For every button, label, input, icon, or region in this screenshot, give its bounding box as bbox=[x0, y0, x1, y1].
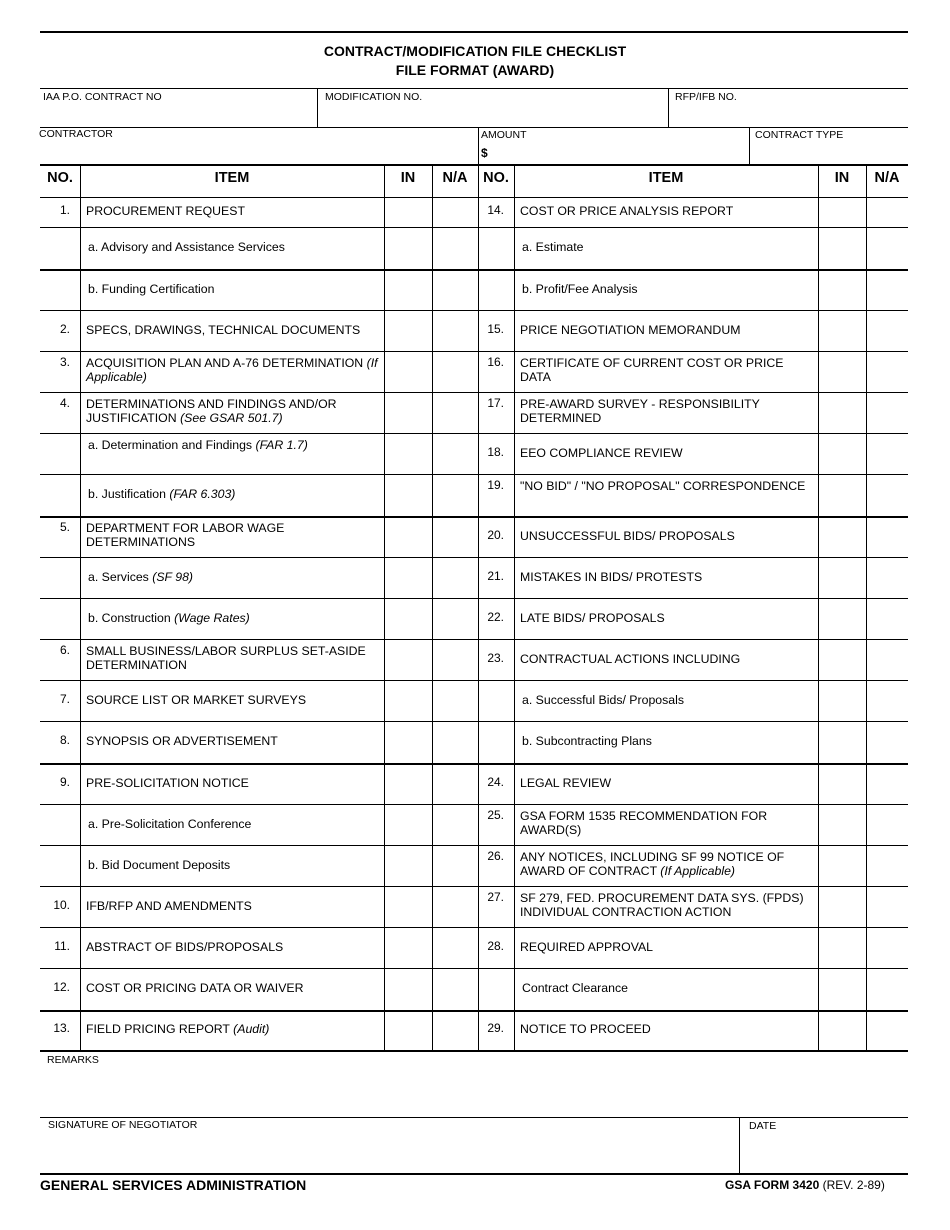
left-na-checkbox[interactable] bbox=[433, 969, 477, 1009]
right-in-checkbox[interactable] bbox=[819, 228, 865, 268]
left-na-checkbox[interactable] bbox=[433, 393, 477, 432]
right-na-checkbox[interactable] bbox=[867, 1011, 907, 1049]
left-in-checkbox[interactable] bbox=[385, 270, 431, 309]
column-divider bbox=[80, 164, 81, 1050]
left-item-label bbox=[86, 644, 378, 672]
iaa-po-contract-no-label: IAA P.O. CONTRACT NO bbox=[43, 91, 162, 103]
right-item-number: 18. bbox=[487, 445, 504, 459]
right-na-checkbox[interactable] bbox=[867, 681, 907, 720]
right-item-label bbox=[520, 323, 812, 337]
right-item-number: 24. bbox=[487, 775, 504, 789]
right-item-number: 19. bbox=[487, 478, 504, 492]
left-item-number: 8. bbox=[59, 733, 70, 747]
left-na-checkbox[interactable] bbox=[433, 722, 477, 762]
left-item-label bbox=[86, 981, 378, 995]
right-item-label bbox=[522, 981, 812, 995]
item-text: PRE-SOLICITATION NOTICE bbox=[86, 776, 249, 790]
right-item-number: 17. bbox=[487, 396, 504, 410]
right-item-number: 23. bbox=[487, 651, 504, 665]
item-reference: (If Applicable) bbox=[86, 356, 378, 385]
right-na-checkbox[interactable] bbox=[867, 969, 907, 1009]
left-na-checkbox[interactable] bbox=[433, 846, 477, 885]
right-in-checkbox[interactable] bbox=[819, 1011, 865, 1049]
right-na-checkbox[interactable] bbox=[867, 599, 907, 638]
item-text: CERTIFICATE OF CURRENT COST OR PRICE DATA bbox=[520, 356, 784, 385]
right-item-label bbox=[522, 240, 812, 254]
left-na-checkbox[interactable] bbox=[433, 475, 477, 515]
item-text: DETERMINATIONS AND FINDINGS AND/OR JUSTIFICATION bbox=[86, 397, 337, 426]
left-item-number: 10. bbox=[53, 898, 70, 912]
right-item-label bbox=[520, 570, 812, 584]
item-text: PRE-AWARD SURVEY - RESPONSIBILITY DETERMINED bbox=[520, 397, 760, 426]
right-na-checkbox[interactable] bbox=[867, 640, 907, 679]
left-in-checkbox[interactable] bbox=[385, 969, 431, 1009]
left-item-label bbox=[88, 282, 378, 296]
right-in-checkbox[interactable] bbox=[819, 475, 865, 515]
left-item-label bbox=[88, 858, 378, 872]
column-header-na: N/A bbox=[874, 170, 900, 186]
right-na-checkbox[interactable] bbox=[867, 475, 907, 515]
left-item-label bbox=[86, 323, 378, 337]
item-text: b. Profit/Fee Analysis bbox=[522, 282, 638, 296]
item-text: MISTAKES IN BIDS/ PROTESTS bbox=[520, 570, 703, 584]
amount-label: AMOUNT bbox=[481, 129, 527, 141]
right-in-checkbox[interactable] bbox=[819, 887, 865, 926]
column-header-in: IN bbox=[400, 170, 416, 186]
right-in-checkbox[interactable] bbox=[819, 311, 865, 350]
right-in-checkbox[interactable] bbox=[819, 640, 865, 679]
right-in-checkbox[interactable] bbox=[819, 722, 865, 762]
item-text: b. Bid Document Deposits bbox=[88, 858, 231, 872]
right-na-checkbox[interactable] bbox=[867, 352, 907, 391]
item-text: b. Justification bbox=[88, 487, 166, 501]
form-number-code: GSA FORM 3420 bbox=[725, 1178, 820, 1192]
left-in-checkbox[interactable] bbox=[385, 681, 431, 720]
left-item-label bbox=[86, 397, 378, 425]
contractor-label: CONTRACTOR bbox=[39, 128, 113, 140]
row-rule bbox=[40, 1050, 908, 1052]
rfp-ifb-no-field[interactable] bbox=[670, 103, 907, 126]
left-item-number: 11. bbox=[54, 939, 70, 953]
top-rule bbox=[40, 31, 908, 33]
left-item-number: 4. bbox=[59, 396, 70, 410]
right-in-checkbox[interactable] bbox=[819, 352, 865, 391]
item-text: a. Successful Bids/ Proposals bbox=[522, 693, 684, 707]
right-na-checkbox[interactable] bbox=[867, 722, 907, 762]
right-na-checkbox[interactable] bbox=[867, 311, 907, 350]
right-na-checkbox[interactable] bbox=[867, 805, 907, 844]
right-item-label bbox=[520, 204, 812, 218]
right-na-checkbox[interactable] bbox=[867, 928, 907, 967]
item-reference: (Wage Rates) bbox=[174, 611, 250, 625]
agency-name: GENERAL SERVICES ADMINISTRATION bbox=[40, 1177, 307, 1193]
item-text: SMALL BUSINESS/LABOR SURPLUS SET-ASIDE DETERMINATION bbox=[86, 644, 366, 673]
item-text: b. Funding Certification bbox=[88, 282, 215, 296]
right-in-checkbox[interactable] bbox=[819, 805, 865, 844]
left-na-checkbox[interactable] bbox=[433, 887, 477, 926]
right-na-checkbox[interactable] bbox=[867, 270, 907, 309]
left-in-checkbox[interactable] bbox=[385, 887, 431, 926]
right-item-number: 14. bbox=[487, 203, 504, 217]
right-item-number: 20. bbox=[487, 528, 504, 542]
item-text: ABSTRACT OF BIDS/PROPOSALS bbox=[86, 940, 284, 954]
right-item-label bbox=[520, 356, 812, 384]
left-item-label bbox=[86, 776, 378, 790]
left-na-checkbox[interactable] bbox=[433, 270, 477, 309]
left-in-checkbox[interactable] bbox=[385, 928, 431, 967]
right-item-number: 22. bbox=[487, 610, 504, 624]
left-in-checkbox[interactable] bbox=[385, 599, 431, 638]
left-in-checkbox[interactable] bbox=[385, 475, 431, 515]
remarks-label: REMARKS bbox=[47, 1054, 99, 1066]
left-item-label bbox=[88, 487, 378, 501]
right-item-label bbox=[520, 776, 812, 790]
item-text: DEPARTMENT FOR LABOR WAGE DETERMINATIONS bbox=[86, 521, 285, 550]
left-item-label bbox=[88, 240, 378, 254]
right-in-checkbox[interactable] bbox=[819, 517, 865, 556]
left-item-number: 1. bbox=[59, 203, 70, 217]
column-header-in: IN bbox=[834, 170, 850, 186]
left-na-checkbox[interactable] bbox=[433, 228, 477, 268]
right-na-checkbox[interactable] bbox=[867, 228, 907, 268]
item-text: LATE BIDS/ PROPOSALS bbox=[520, 611, 665, 625]
contract-type-field[interactable] bbox=[751, 141, 907, 163]
right-in-checkbox[interactable] bbox=[819, 434, 865, 473]
remarks-field[interactable] bbox=[41, 1068, 907, 1115]
left-na-checkbox[interactable] bbox=[433, 352, 477, 391]
item-text: SPECS, DRAWINGS, TECHNICAL DOCUMENTS bbox=[86, 323, 361, 337]
item-text: b. Subcontracting Plans bbox=[522, 734, 652, 748]
column-header-item: ITEM bbox=[648, 170, 684, 186]
left-in-checkbox[interactable] bbox=[385, 393, 431, 432]
footer-rule bbox=[40, 1173, 908, 1175]
form-title-line1: CONTRACT/MODIFICATION FILE CHECKLIST bbox=[323, 43, 627, 59]
item-text: a. Determination and Findings bbox=[88, 438, 253, 452]
right-in-checkbox[interactable] bbox=[819, 198, 865, 226]
modification-no-label: MODIFICATION NO. bbox=[325, 91, 423, 103]
right-item-number: 26. bbox=[487, 849, 504, 863]
item-reference: (FAR 1.7) bbox=[255, 438, 308, 452]
left-in-checkbox[interactable] bbox=[385, 558, 431, 597]
column-header-no: NO. bbox=[47, 170, 73, 186]
left-na-checkbox[interactable] bbox=[433, 640, 477, 679]
left-item-label bbox=[86, 899, 378, 913]
modification-no-field[interactable] bbox=[319, 103, 667, 126]
right-item-label bbox=[520, 529, 812, 543]
item-reference: (If Applicable) bbox=[660, 864, 736, 879]
left-na-checkbox[interactable] bbox=[433, 434, 477, 473]
amount-field[interactable] bbox=[492, 141, 748, 163]
right-item-label bbox=[520, 850, 812, 878]
item-text: a. Advisory and Assistance Services bbox=[88, 240, 285, 254]
column-header-na: N/A bbox=[442, 170, 468, 186]
item-text: EEO COMPLIANCE REVIEW bbox=[520, 446, 683, 460]
right-na-checkbox[interactable] bbox=[867, 198, 907, 226]
right-na-checkbox[interactable] bbox=[867, 846, 907, 885]
left-in-checkbox[interactable] bbox=[385, 434, 431, 473]
left-na-checkbox[interactable] bbox=[433, 681, 477, 720]
right-item-label bbox=[520, 652, 812, 666]
column-header-item: ITEM bbox=[214, 170, 250, 186]
date-label: DATE bbox=[749, 1120, 777, 1132]
left-item-label bbox=[88, 570, 378, 584]
item-text: GSA FORM 1535 RECOMMENDATION FOR AWARD(S) bbox=[520, 809, 768, 838]
left-item-label bbox=[86, 734, 378, 748]
right-item-label bbox=[520, 446, 812, 460]
item-text: COST OR PRICING DATA OR WAIVER bbox=[86, 981, 304, 995]
item-text: SYNOPSIS OR ADVERTISEMENT bbox=[86, 734, 278, 748]
header-divider bbox=[317, 88, 318, 127]
item-text: REQUIRED APPROVAL bbox=[520, 940, 654, 954]
right-item-label bbox=[520, 397, 812, 425]
item-text: Contract Clearance bbox=[522, 981, 628, 995]
left-in-checkbox[interactable] bbox=[385, 640, 431, 679]
left-item-number: 13. bbox=[53, 1021, 70, 1035]
table-top-rule bbox=[40, 164, 908, 166]
right-na-checkbox[interactable] bbox=[867, 393, 907, 432]
left-item-label bbox=[88, 611, 378, 625]
item-text: "NO BID" / "NO PROPOSAL" CORRESPONDENCE bbox=[520, 479, 806, 493]
left-item-label bbox=[86, 1022, 378, 1036]
item-text: NOTICE TO PROCEED bbox=[520, 1022, 651, 1036]
left-item-number: 7. bbox=[59, 692, 70, 706]
column-divider bbox=[514, 164, 515, 1050]
right-in-checkbox[interactable] bbox=[819, 681, 865, 720]
left-item-number: 6. bbox=[59, 643, 70, 657]
left-na-checkbox[interactable] bbox=[433, 764, 477, 803]
left-na-checkbox[interactable] bbox=[433, 517, 477, 556]
right-in-checkbox[interactable] bbox=[819, 599, 865, 638]
right-item-number: 15. bbox=[487, 322, 504, 336]
left-in-checkbox[interactable] bbox=[385, 352, 431, 391]
left-in-checkbox[interactable] bbox=[385, 764, 431, 803]
right-item-number: 28. bbox=[487, 939, 504, 953]
form-revision: (REV. 2-89) bbox=[822, 1178, 885, 1192]
item-text: PROCUREMENT REQUEST bbox=[86, 204, 245, 218]
item-text: SOURCE LIST OR MARKET SURVEYS bbox=[86, 693, 307, 707]
right-na-checkbox[interactable] bbox=[867, 764, 907, 803]
right-in-checkbox[interactable] bbox=[819, 558, 865, 597]
right-in-checkbox[interactable] bbox=[819, 969, 865, 1009]
right-in-checkbox[interactable] bbox=[819, 393, 865, 432]
left-item-label bbox=[88, 817, 378, 831]
left-in-checkbox[interactable] bbox=[385, 311, 431, 350]
column-divider bbox=[478, 164, 479, 1050]
left-na-checkbox[interactable] bbox=[433, 599, 477, 638]
right-item-label bbox=[520, 479, 812, 493]
item-text: LEGAL REVIEW bbox=[520, 776, 612, 790]
left-na-checkbox[interactable] bbox=[433, 805, 477, 844]
left-in-checkbox[interactable] bbox=[385, 517, 431, 556]
right-item-number: 27. bbox=[487, 890, 504, 904]
left-na-checkbox[interactable] bbox=[433, 928, 477, 967]
right-item-number: 29. bbox=[487, 1021, 504, 1035]
left-item-label bbox=[86, 204, 378, 218]
header-rule-1 bbox=[40, 88, 908, 89]
right-na-checkbox[interactable] bbox=[867, 887, 907, 926]
signature-top-rule bbox=[40, 1117, 908, 1118]
right-item-number: 16. bbox=[487, 355, 504, 369]
item-text: IFB/RFP AND AMENDMENTS bbox=[86, 899, 252, 913]
item-text: CONTRACTUAL ACTIONS INCLUDING bbox=[520, 652, 741, 666]
contract-type-label: CONTRACT TYPE bbox=[755, 129, 844, 141]
left-in-checkbox[interactable] bbox=[385, 722, 431, 762]
left-na-checkbox[interactable] bbox=[433, 198, 477, 226]
right-na-checkbox[interactable] bbox=[867, 558, 907, 597]
item-reference: (Audit) bbox=[233, 1022, 270, 1036]
left-item-label bbox=[86, 521, 378, 549]
left-item-number: 9. bbox=[59, 775, 70, 789]
item-text: ANY NOTICES, INCLUDING SF 99 NOTICE OF AWARD OF CONTRACT bbox=[520, 850, 785, 879]
right-item-label bbox=[520, 809, 812, 837]
left-item-number: 3. bbox=[59, 355, 70, 369]
header-rule-2 bbox=[40, 127, 908, 128]
item-text: a. Estimate bbox=[522, 240, 584, 254]
left-in-checkbox[interactable] bbox=[385, 228, 431, 268]
left-item-number: 12. bbox=[53, 980, 70, 994]
left-in-checkbox[interactable] bbox=[385, 198, 431, 226]
item-text: PRICE NEGOTIATION MEMORANDUM bbox=[520, 323, 741, 337]
right-na-checkbox[interactable] bbox=[867, 517, 907, 556]
left-item-label bbox=[86, 356, 378, 384]
header-divider bbox=[749, 127, 750, 164]
right-item-label bbox=[520, 940, 812, 954]
rfp-ifb-no-label: RFP/IFB NO. bbox=[675, 91, 737, 103]
right-in-checkbox[interactable] bbox=[819, 270, 865, 309]
item-reference: (FAR 6.303) bbox=[169, 487, 236, 501]
left-in-checkbox[interactable] bbox=[385, 846, 431, 885]
item-text: a. Services bbox=[88, 570, 149, 584]
right-item-number: 21. bbox=[487, 569, 504, 583]
right-na-checkbox[interactable] bbox=[867, 434, 907, 473]
right-item-label bbox=[520, 1022, 812, 1036]
right-item-label bbox=[520, 611, 812, 625]
left-item-label bbox=[86, 693, 378, 707]
header-divider bbox=[668, 88, 669, 127]
amount-dollar-sign: $ bbox=[481, 146, 488, 160]
left-item-label bbox=[86, 940, 378, 954]
right-in-checkbox[interactable] bbox=[819, 928, 865, 967]
right-item-label bbox=[522, 693, 812, 707]
item-reference: (SF 98) bbox=[152, 570, 194, 584]
right-item-label bbox=[522, 282, 812, 296]
header-divider bbox=[478, 127, 479, 164]
right-item-number: 25. bbox=[487, 808, 504, 822]
item-text: SF 279, FED. PROCUREMENT DATA SYS. (FPDS) INDIVIDUAL CONTRACTION ACTION bbox=[520, 891, 804, 920]
signature-label: SIGNATURE OF NEGOTIATOR bbox=[48, 1119, 198, 1131]
right-item-label bbox=[522, 734, 812, 748]
iaa-po-contract-no-field[interactable] bbox=[41, 103, 316, 126]
left-item-number: 2. bbox=[59, 322, 70, 336]
column-header-no: NO. bbox=[483, 170, 509, 186]
signature-field[interactable] bbox=[41, 1133, 738, 1171]
item-reference: (See GSAR 501.7) bbox=[180, 411, 283, 426]
left-na-checkbox[interactable] bbox=[433, 558, 477, 597]
contractor-field[interactable] bbox=[41, 141, 477, 163]
form-number bbox=[725, 1179, 885, 1193]
item-text: FIELD PRICING REPORT bbox=[86, 1022, 230, 1036]
left-in-checkbox[interactable] bbox=[385, 805, 431, 844]
item-text: ACQUISITION PLAN AND A-76 DETERMINATION bbox=[86, 356, 364, 370]
item-text: b. Construction bbox=[88, 611, 171, 625]
left-in-checkbox[interactable] bbox=[385, 1011, 431, 1049]
date-field[interactable] bbox=[741, 1133, 907, 1171]
right-item-label bbox=[520, 891, 812, 919]
form-title-line2: FILE FORMAT (AWARD) bbox=[395, 62, 555, 78]
left-item-number: 5. bbox=[59, 520, 70, 534]
item-text: a. Pre-Solicitation Conference bbox=[88, 817, 252, 831]
signature-date-divider bbox=[739, 1117, 740, 1173]
right-in-checkbox[interactable] bbox=[819, 846, 865, 885]
left-na-checkbox[interactable] bbox=[433, 311, 477, 350]
left-item-label bbox=[88, 438, 378, 452]
item-text: COST OR PRICE ANALYSIS REPORT bbox=[520, 204, 734, 218]
right-in-checkbox[interactable] bbox=[819, 764, 865, 803]
item-text: UNSUCCESSFUL BIDS/ PROPOSALS bbox=[520, 529, 735, 543]
left-na-checkbox[interactable] bbox=[433, 1011, 477, 1049]
